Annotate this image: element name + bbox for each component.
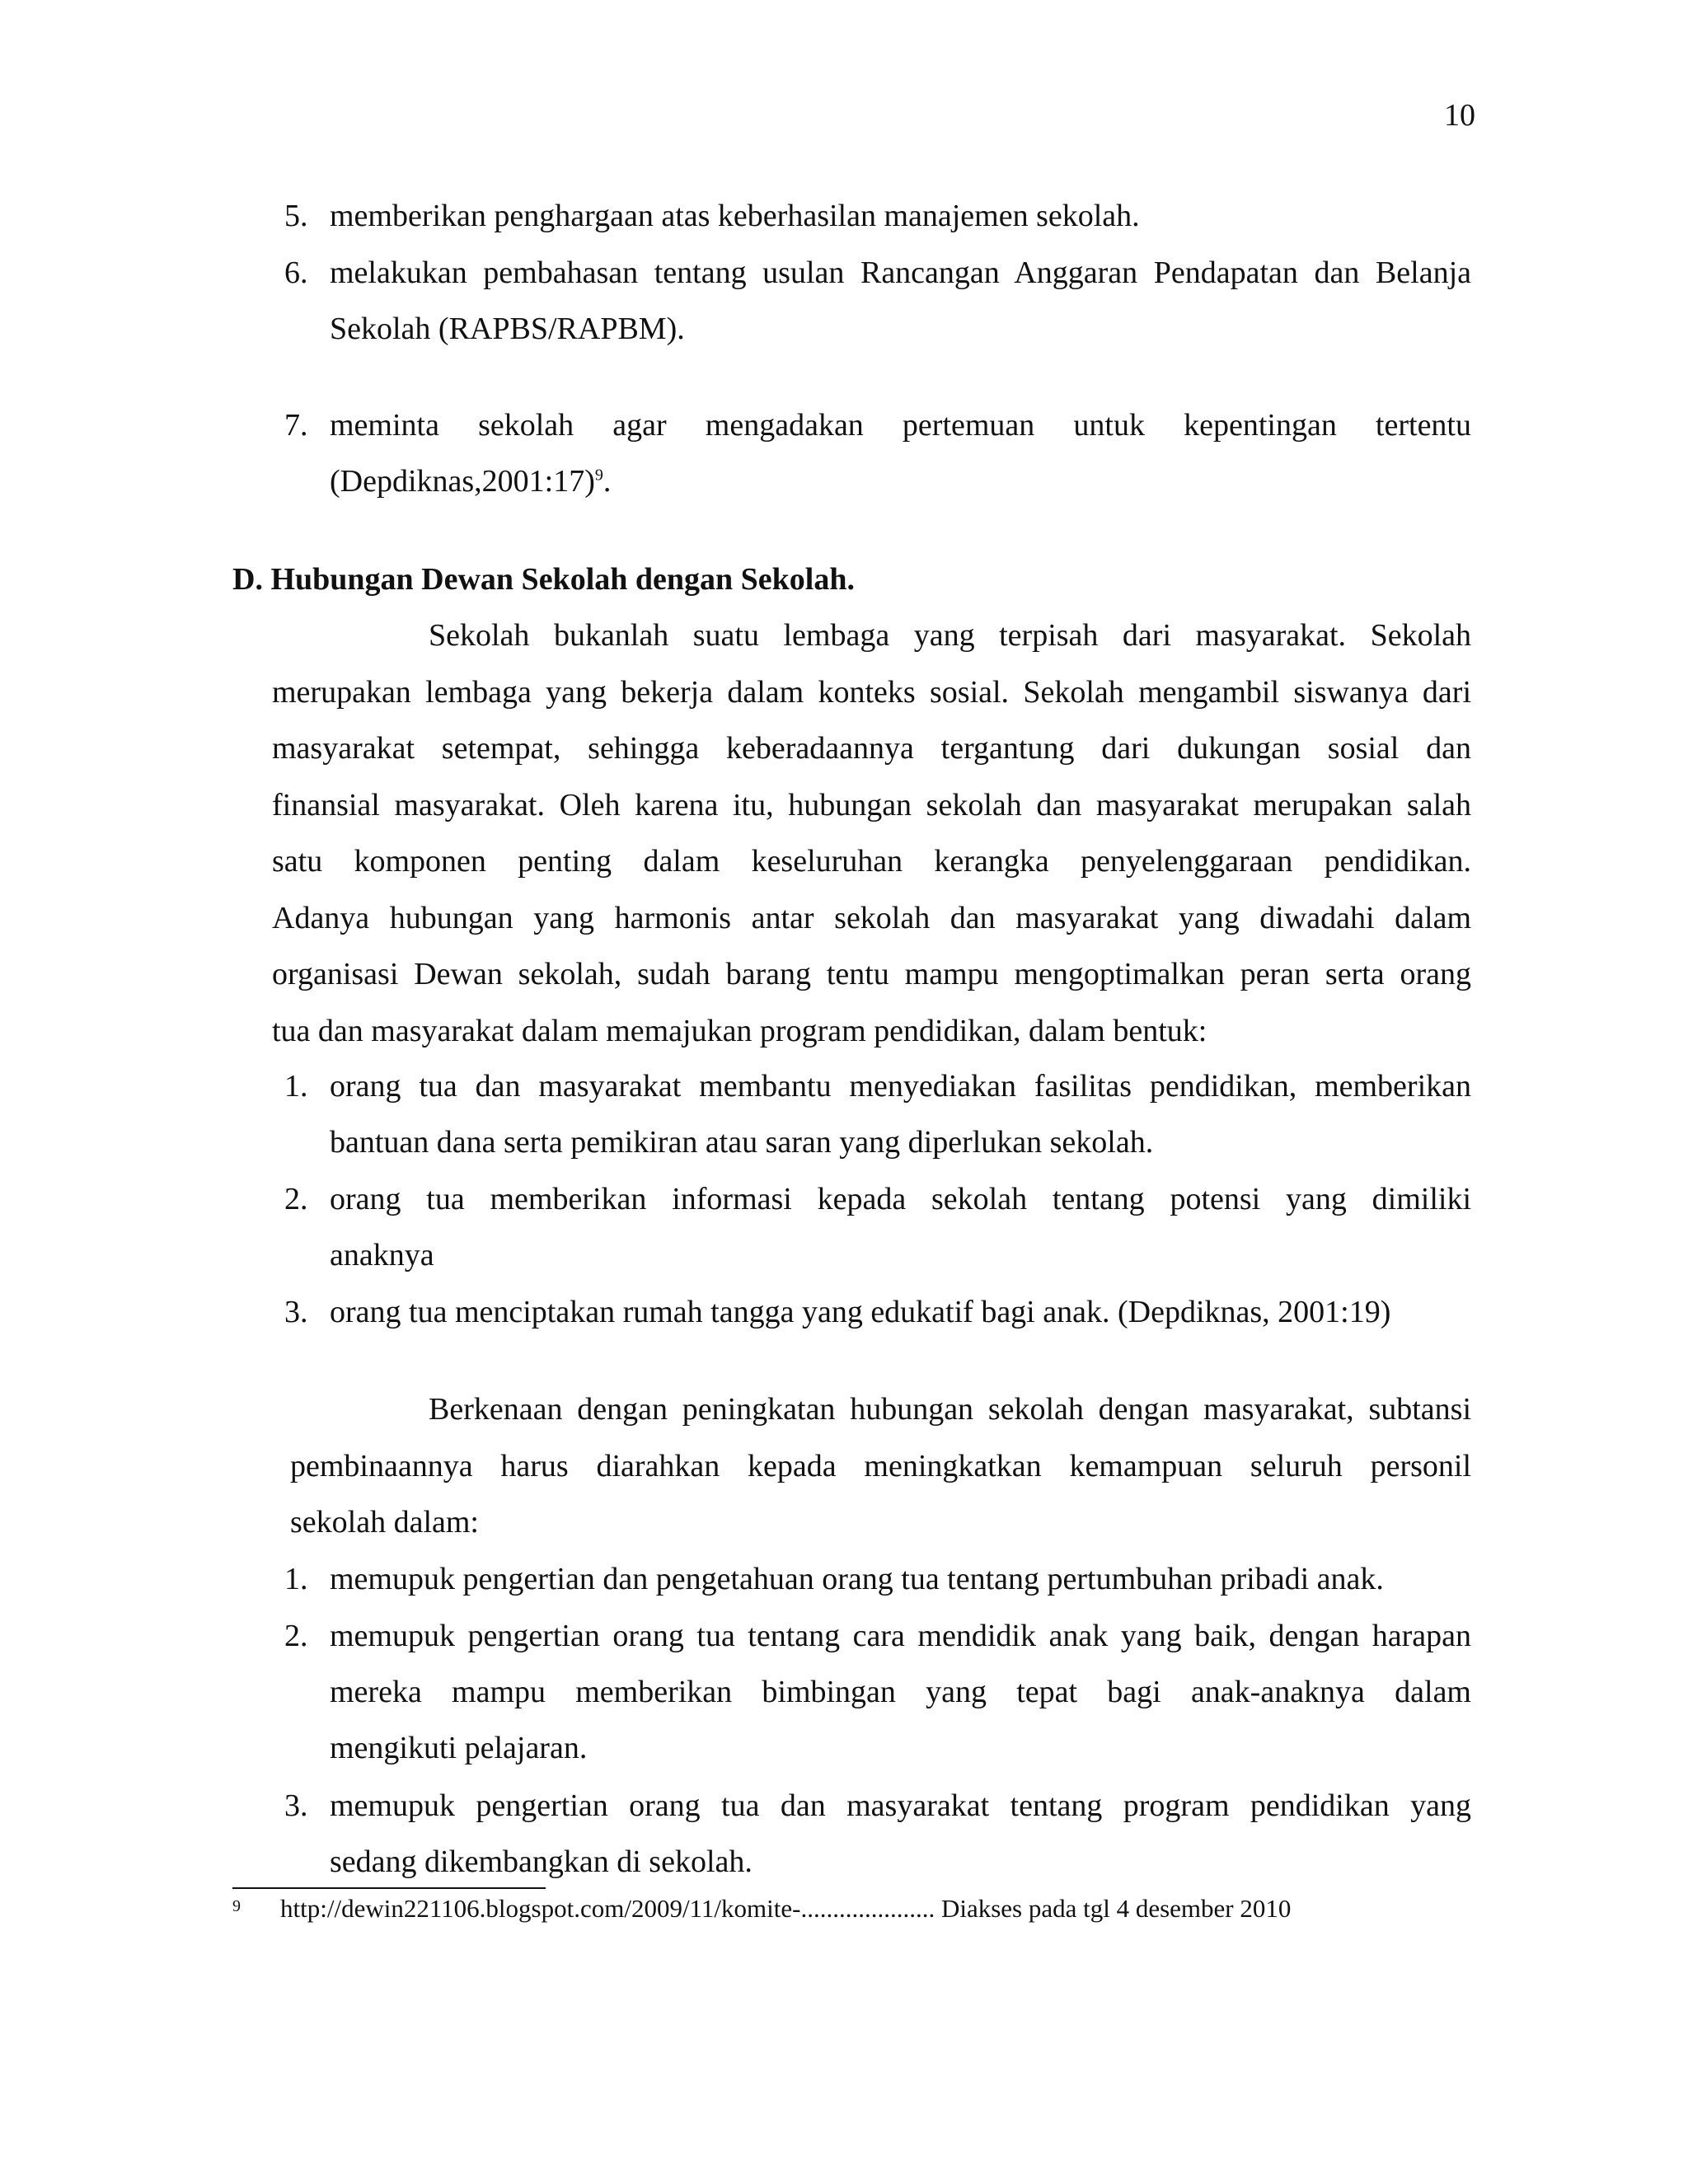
list-text: memupuk pengertian dan pengetahuan orang tua tentang pertumbuhan pribadi anak. bbox=[330, 1562, 1384, 1596]
list-item bbox=[284, 397, 1471, 509]
paragraph-line: Sekolah bukanlah suatu lembaga yang terpisah dari masyarakat. Sekolah bbox=[429, 618, 1471, 653]
page-number: 10 bbox=[1444, 98, 1475, 133]
list-item bbox=[284, 1778, 1471, 1890]
list-number: 6. bbox=[284, 255, 308, 290]
list-item bbox=[284, 1284, 1471, 1340]
list-text: Sekolah (RAPBS/RAPBM). bbox=[330, 312, 685, 346]
list-text: memberikan penghargaan atas keberhasilan manajemen sekolah. bbox=[330, 199, 1140, 233]
list-text: bantuan dana serta pemikiran atau saran yang diperlukan sekolah. bbox=[330, 1125, 1154, 1160]
list-item bbox=[284, 245, 1471, 357]
list-text: mereka mampu memberikan bimbingan yang tepat bagi anak-anaknya dalam bbox=[330, 1675, 1471, 1709]
footnote-mark: 9 bbox=[232, 1897, 241, 1915]
list-number: 2. bbox=[284, 1182, 308, 1216]
list-text: meminta sekolah agar mengadakan pertemuan untuk kepentingan tertentu bbox=[330, 408, 1471, 443]
list-text: anaknya bbox=[330, 1238, 434, 1272]
list-text: orang tua memberikan informasi kepada sekolah tentang potensi yang dimiliki bbox=[330, 1182, 1471, 1216]
paragraph-line: merupakan lembaga yang bekerja dalam konteks sosial. Sekolah mengambil siswanya dari bbox=[272, 674, 1471, 710]
list-item bbox=[284, 1171, 1471, 1283]
list-item bbox=[284, 1608, 1471, 1776]
paragraph-line: masyarakat setempat, sehingga keberadaannya tergantung dari dukungan sosial dan bbox=[272, 731, 1471, 766]
list-text: orang tua menciptakan rumah tangga yang edukatif bagi anak. (Depdiknas, 2001:19) bbox=[330, 1295, 1391, 1329]
list-text: orang tua dan masyarakat membantu menyediakan fasilitas pendidikan, memberikan bbox=[330, 1069, 1471, 1104]
citation-text: (Depdiknas,2001:17) bbox=[330, 464, 595, 499]
list-number: 5. bbox=[284, 199, 308, 233]
paragraph bbox=[272, 607, 1471, 1059]
footnote-text: http://dewin221106.blogspot.com/2009/11/komite-..................... Diakses pada tgl 4 desember 2010 bbox=[280, 1894, 1292, 1923]
list-item bbox=[284, 188, 1471, 244]
list-item bbox=[284, 1551, 1471, 1607]
footnote-reference: 9 bbox=[594, 466, 603, 485]
section-heading: D. Hubungan Dewan Sekolah dengan Sekolah. bbox=[232, 562, 855, 597]
footnote-divider bbox=[232, 1887, 546, 1889]
list-text-citation bbox=[330, 453, 1471, 509]
list-number: 1. bbox=[284, 1069, 308, 1104]
paragraph bbox=[290, 1381, 1471, 1551]
list-number: 7. bbox=[284, 408, 308, 443]
paragraph-line: satu komponen penting dalam keseluruhan kerangka penyelenggaraan pendidikan. bbox=[272, 844, 1471, 879]
list-text: sedang dikembangkan di sekolah. bbox=[330, 1844, 753, 1879]
list-number: 3. bbox=[284, 1788, 308, 1823]
paragraph-line: tua dan masyarakat dalam memajukan program pendidikan, dalam bentuk: bbox=[272, 1013, 1207, 1048]
list-text: memupuk pengertian orang tua dan masyarakat tentang program pendidikan yang bbox=[330, 1788, 1471, 1823]
list-item bbox=[284, 1058, 1471, 1170]
list-number: 1. bbox=[284, 1562, 308, 1596]
list-text: mengikuti pelajaran. bbox=[330, 1731, 588, 1765]
list-number: 3. bbox=[284, 1295, 308, 1329]
paragraph-line: organisasi Dewan sekolah, sudah barang tentu mampu mengoptimalkan peran serta orang bbox=[272, 957, 1471, 991]
list-number: 2. bbox=[284, 1619, 308, 1653]
paragraph-line: sekolah dalam: bbox=[290, 1505, 479, 1540]
list-text: memupuk pengertian orang tua tentang cara mendidik anak yang baik, dengan harapan bbox=[330, 1619, 1471, 1653]
paragraph-line: pembinaannya harus diarahkan kepada meningkatkan kemampuan seluruh personil bbox=[290, 1448, 1471, 1483]
list-text: melakukan pembahasan tentang usulan Rancangan Anggaran Pendapatan dan Belanja bbox=[330, 255, 1471, 290]
paragraph-line: Adanya hubungan yang harmonis antar sekolah dan masyarakat yang diwadahi dalam bbox=[272, 900, 1471, 935]
paragraph-line: Berkenaan dengan peningkatan hubungan sekolah dengan masyarakat, subtansi bbox=[429, 1392, 1471, 1427]
paragraph-line: finansial masyarakat. Oleh karena itu, hubungan sekolah dan masyarakat merupakan salah bbox=[272, 787, 1471, 823]
citation-trail: . bbox=[603, 464, 612, 499]
